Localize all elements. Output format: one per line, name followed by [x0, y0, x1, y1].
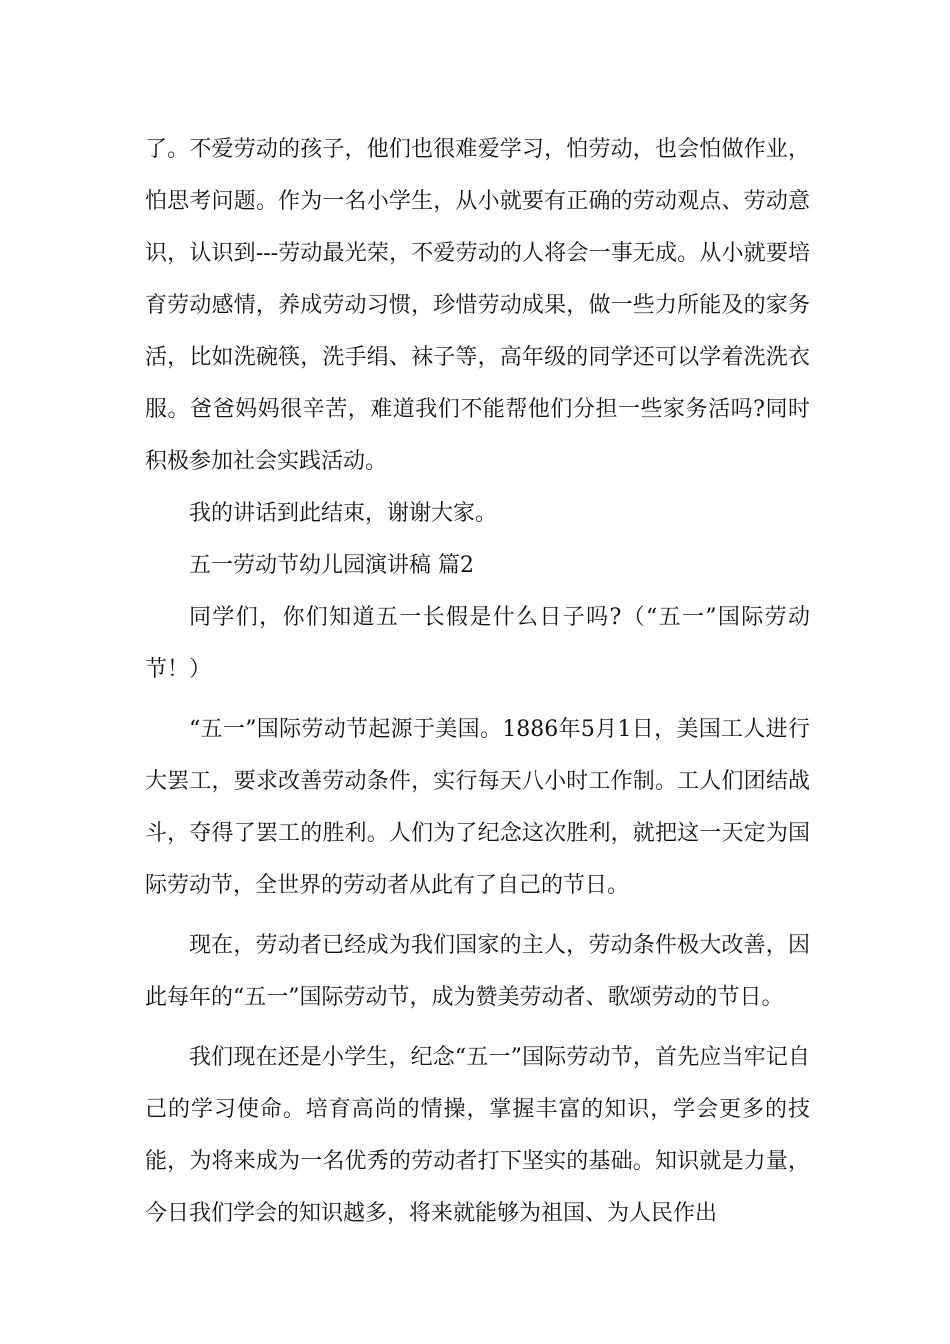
- document-body: [145, 124, 810, 1240]
- paragraph-closing-remark: 我的讲话到此结束，谢谢大家。: [189, 501, 498, 526]
- section-heading: 五一劳动节幼儿园演讲稿 篇2: [189, 553, 474, 578]
- paragraph-present: 现在，劳动者已经成为我们国家的主人，劳动条件极大改善，因此每年的“五一”国际劳动节，成为赞美劳动者、歌颂劳动的节日。: [145, 933, 810, 1010]
- paragraph-students: 我们现在还是小学生，纪念“五一”国际劳动节，首先应当牢记自己的学习使命。培育高尚的情操，掌握丰富的知识，学会更多的技能，为将来成为一名优秀的劳动者打下坚实的基础。知识就是力量，今日我们学会的知识越多，将来就能够为祖国、为人民作出: [145, 1045, 810, 1226]
- paragraph-origin: “五一”国际劳动节起源于美国。1886年5月1日，美国工人进行大罢工，要求改善劳动条件，实行每天八小时工作制。工人们团结战斗，夺得了罢工的胜利。人们为了纪念这次胜利，就把这一天定为国际劳动节，全世界的劳动者从此有了自己的节日。: [145, 717, 810, 898]
- paragraph-greeting: 同学们，你们知道五一长假是什么日子吗?（“五一”国际劳动节！）: [145, 605, 810, 682]
- paragraph-continuation: 了。不爱劳动的孩子，他们也很难爱学习，怕劳动，也会怕做作业，怕思考问题。作为一名小学生，从小就要有正确的劳动观点、劳动意识，认识到---劳动最光荣，不爱劳动的人将会一事无成。从小就要培育劳动感情，养成劳动习惯，珍惜劳动成果，做一些力所能及的家务活，比如洗碗筷，洗手绢、袜子等，高年级的同学还可以学着洗洗衣服。爸爸妈妈很辛苦，难道我们不能帮他们分担一些家务活吗?同时积极参加社会实践活动。: [145, 137, 810, 474]
